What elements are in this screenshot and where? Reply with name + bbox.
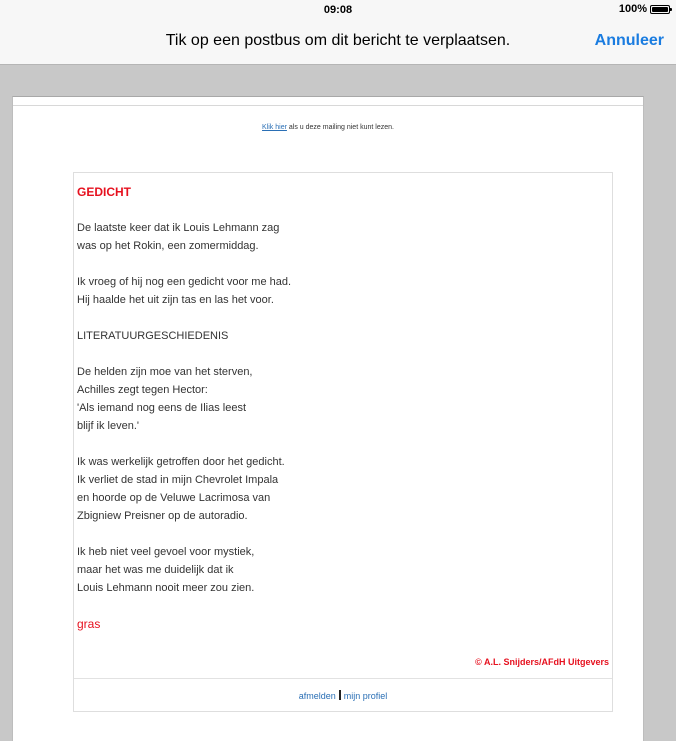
poem-line: Ik vroeg of hij nog een gedicht voor me had.	[77, 276, 292, 288]
view-online-link[interactable]: Klik hier	[262, 124, 287, 131]
poem-paragraph	[77, 219, 597, 255]
poem-line: Ik verliet de stad in mijn Chevrolet Impala	[77, 474, 279, 486]
top-bar	[0, 0, 676, 65]
divider	[74, 678, 612, 679]
poem-line: Ik heb niet veel gevoel voor mystiek,	[77, 546, 255, 558]
move-message-prompt: Tik op een postbus om dit bericht te verplaatsen.	[165, 32, 511, 49]
poem-paragraph	[77, 273, 597, 309]
poem-body	[77, 219, 597, 597]
poem-paragraph	[77, 363, 597, 435]
poem-footer: gras	[77, 617, 101, 631]
battery-percent: 100%	[618, 3, 647, 15]
poem-line: LITERATUURGESCHIEDENIS	[77, 330, 229, 342]
poem-title: GEDICHT	[77, 185, 131, 199]
poem-line: maar het was me duidelijk dat ik	[77, 564, 234, 576]
battery-fill	[652, 7, 668, 12]
poem-line: blijf ik leven.'	[77, 420, 140, 432]
poem-line: De helden zijn moe van het sterven,	[77, 366, 253, 378]
poem-line: was op het Rokin, een zomermiddag.	[77, 240, 259, 252]
poem-paragraph	[77, 543, 597, 597]
copyright-credit: © A.L. Snijders/AFdH Uitgevers	[475, 657, 609, 667]
poem-paragraph	[77, 327, 597, 345]
status-time: 09:08	[323, 4, 353, 16]
preheader	[13, 124, 643, 131]
poem-line: Ik was werkelijk getroffen door het gedicht.	[77, 456, 285, 468]
cancel-button[interactable]: Annuleer	[594, 32, 664, 49]
newsletter-card	[73, 172, 613, 712]
preheader-text: als u deze mailing niet kunt lezen.	[286, 124, 394, 131]
profile-link[interactable]: mijn profiel	[343, 691, 388, 701]
divider	[13, 105, 643, 106]
poem-line: Louis Lehmann nooit meer zou zien.	[77, 582, 255, 594]
poem-line: 'Als iemand nog eens de Ilias leest	[77, 402, 247, 414]
poem-paragraph	[77, 453, 597, 525]
poem-line: Achilles zegt tegen Hector:	[77, 384, 208, 396]
poem-line: De laatste keer dat ik Louis Lehmann zag	[77, 222, 280, 234]
poem-line: Hij haalde het uit zijn tas en las het voor.	[77, 294, 274, 306]
poem-line: en hoorde op de Veluwe Lacrimosa van	[77, 492, 271, 504]
poem-line: Zbigniew Preisner op de autoradio.	[77, 510, 248, 522]
poem	[77, 183, 597, 633]
link-separator	[339, 690, 341, 700]
footer-links	[74, 690, 612, 701]
email-preview	[12, 96, 644, 741]
status-battery	[619, 3, 670, 15]
battery-icon	[650, 5, 670, 14]
unsubscribe-link[interactable]: afmelden	[298, 691, 336, 701]
